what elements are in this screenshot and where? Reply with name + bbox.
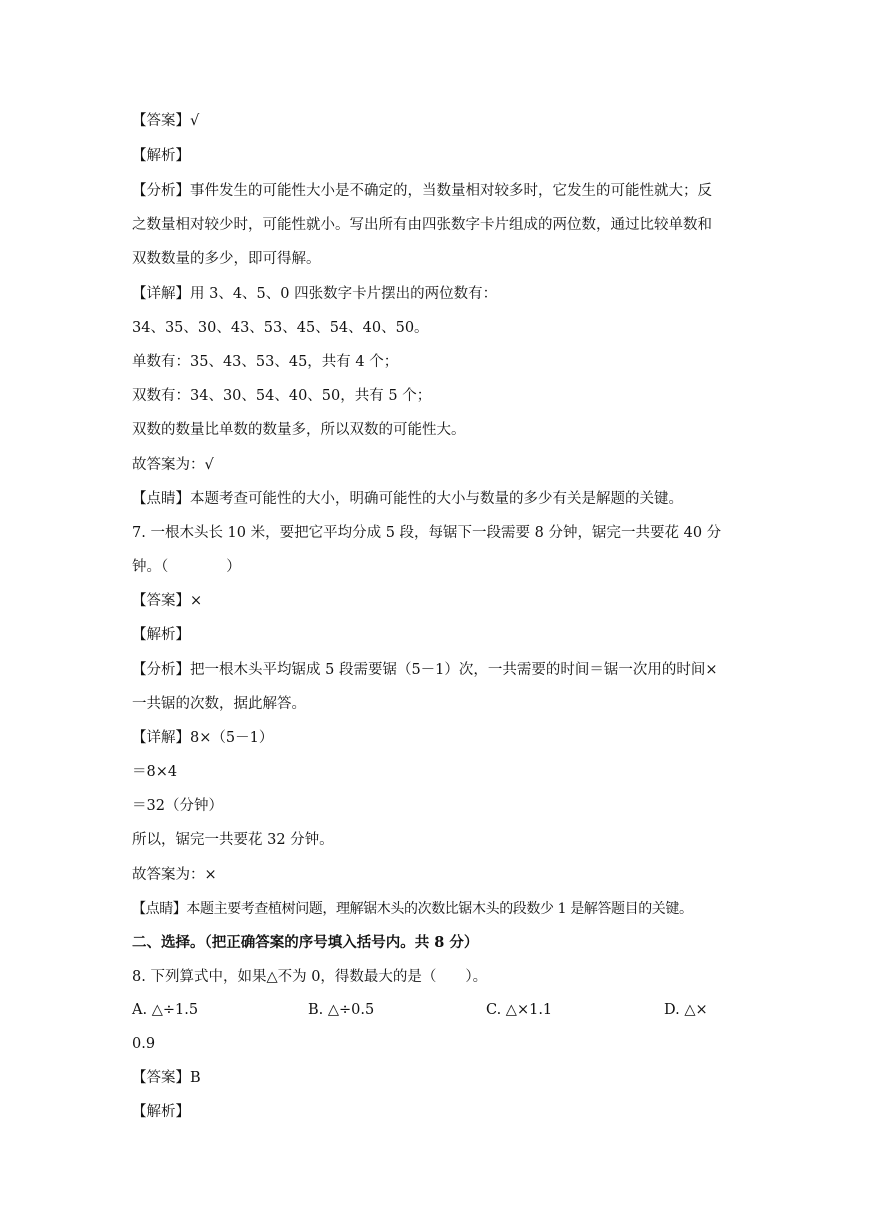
detail-q7-line-4: 所以，锯完一共要花 32 分钟。 xyxy=(132,832,334,848)
option-c: C. △×1.1 xyxy=(486,1002,553,1018)
detail-line-4: 双数有：34、30、54、40、50，共有 5 个； xyxy=(132,388,432,404)
analysis-text-line-1: 【分析】事件发生的可能性大小是不确定的，当数量相对较多时，它发生的可能性就大；反 xyxy=(132,183,712,199)
section-heading: 二、选择。（把正确答案的序号填入括号内。共 8 分） xyxy=(132,934,479,951)
detail-q7-line-2: ＝8×4 xyxy=(132,764,178,780)
option-b: B. △÷0.5 xyxy=(308,1002,375,1018)
detail-line-5: 双数的数量比单数的数量多，所以双数的可能性大。 xyxy=(132,422,466,438)
detail-line-2: 34、35、30、43、53、45、54、40、50。 xyxy=(132,320,429,336)
analysis-heading-q8: 【解析】 xyxy=(132,1104,190,1120)
conclusion-line: 故答案为：√ xyxy=(132,457,214,473)
comment-line: 【点睛】本题考查可能性的大小，明确可能性的大小与数量的多少有关是解题的关键。 xyxy=(132,491,683,507)
analysis-q7-line-2: 一共锯的次数，据此解答。 xyxy=(132,696,306,712)
answer-line-q7: 【答案】× xyxy=(132,593,203,609)
detail-q7-line-1: 【详解】8×（5－1） xyxy=(132,730,274,746)
analysis-heading-q7: 【解析】 xyxy=(132,627,190,643)
option-d-continuation: 0.9 xyxy=(132,1036,156,1052)
answer-line: 【答案】√ xyxy=(132,113,200,129)
detail-q7-line-3: ＝32（分钟） xyxy=(132,798,223,814)
analysis-text-line-2: 之数量相对较少时，可能性就小。写出所有由四张数字卡片组成的两位数，通过比较单数和 xyxy=(132,217,712,233)
question-7-line-1: 7. 一根木头长 10 米，要把它平均分成 5 段，每锯下一段需要 8 分钟，锯完一共要花 40 分 xyxy=(132,525,722,541)
detail-line-3: 单数有：35、43、53、45，共有 4 个； xyxy=(132,354,399,370)
comment-q7: 【点睛】本题主要考查植树问题，理解锯木头的次数比锯木头的段数少 1 是解答题目的关键。 xyxy=(132,901,693,917)
question-8: 8. 下列算式中，如果△不为 0，得数最大的是（ ）。 xyxy=(132,969,488,985)
analysis-heading: 【解析】 xyxy=(132,148,190,164)
question-7-line-2: 钟。（ ） xyxy=(132,559,241,575)
option-d: D. △× xyxy=(664,1002,708,1018)
detail-line-1: 【详解】用 3、4、5、0 四张数字卡片摆出的两位数有： xyxy=(132,286,498,302)
option-a: A. △÷1.5 xyxy=(132,1002,199,1018)
analysis-text-line-3: 双数数量的多少，即可得解。 xyxy=(132,251,321,267)
answer-line-q8: 【答案】B xyxy=(132,1070,201,1086)
analysis-q7-line-1: 【分析】把一根木头平均锯成 5 段需要锯（5－1）次，一共需要的时间＝锯一次用的时间× xyxy=(132,662,718,678)
conclusion-q7: 故答案为：× xyxy=(132,867,217,883)
